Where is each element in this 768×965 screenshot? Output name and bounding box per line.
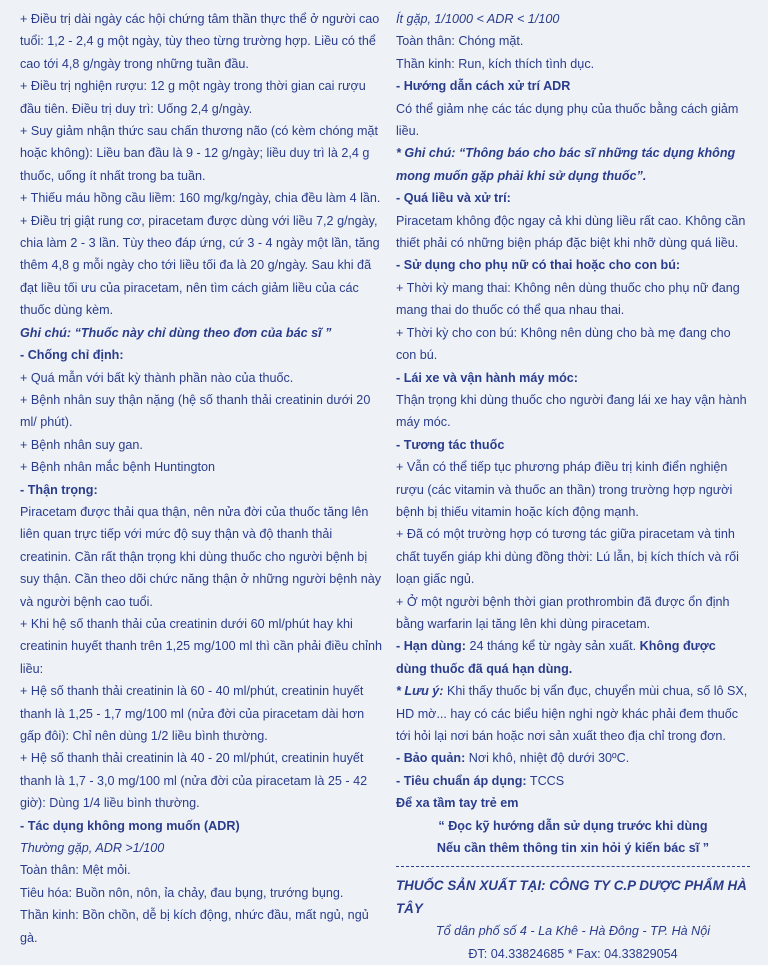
left_column-paragraph-5: Ghi chú: “Thuốc này chỉ dùng theo đơn của bác sĩ ”	[20, 325, 332, 340]
left_column-paragraph-1: + Điều trị nghiện rượu: 12 g một ngày trong thời gian cai rượu đầu tiên. Điều trị duy trì: Uống 2,4 g/ngày.	[20, 79, 366, 116]
left_column-paragraph-11: - Thận trọng:	[20, 482, 98, 497]
left_column-paragraph-0: + Điều trị dài ngày các hội chứng tâm thần thực thể ở người cao tuổi: 1,2 - 2,4 g một ngày, tùy theo từng trường hợp. Liều có thể cao tới 4,8 g/ngày trong những tuần đầu.	[20, 12, 380, 71]
right_column-paragraph-14: + Vẫn có thể tiếp tục phương pháp điều trị kinh điển nghiện rượu (các vitamin và thuốc an thần) trong trường hợp người bệnh bị thiếu vitamin hoặc kích động mạnh.	[396, 460, 733, 519]
right_column-paragraph-1: Toàn thân: Chóng mặt.	[396, 34, 524, 49]
storage-text: Nơi khô, nhiệt độ dưới 30ºC.	[465, 751, 630, 766]
expiry-text: 24 tháng kể từ ngày sản xuất.	[465, 639, 640, 654]
standard-paragraph	[396, 770, 750, 792]
note-label: * Lưu ý:	[396, 684, 444, 699]
left_column-paragraph-10: + Bệnh nhân mắc bệnh Huntington	[20, 460, 216, 475]
section-divider	[396, 866, 750, 867]
right_column-paragraph-15: + Đã có một trường hợp có tương tác giữa piracetam và tinh chất tuyến giáp khi dùng đồng thời: Lú lẫn, bị kích thích và rối loạn giấc ngủ.	[396, 527, 739, 587]
left_column-paragraph-9: + Bệnh nhân suy gan.	[20, 437, 143, 452]
left_column-paragraph-6: - Chống chỉ định:	[20, 348, 124, 363]
right_column-paragraph-2: Thần kinh: Run, kích thích tình dục.	[396, 56, 595, 71]
note-text: Khi thấy thuốc bị vẩn đục, chuyển mùi chua, số lô SX, HD mờ... hay có các biểu hiện nghi ngờ khác phải đem thuốc tới hỏi lại nơi bán hoặc nơi sản xuất theo địa chỉ trong đơn.	[396, 684, 748, 743]
left_column-paragraph-19: Tiêu hóa: Buồn nôn, nôn, ỉa chảy, đau bụng, trướng bụng.	[20, 885, 344, 900]
storage-label: - Bảo quản:	[396, 751, 466, 766]
manufacturer-phone: ĐT: 04.33824685 * Fax: 04.33829054	[468, 946, 678, 961]
right_column-paragraph-4: Có thể giảm nhẹ các tác dụng phụ của thuốc bằng cách giảm liều.	[396, 101, 739, 139]
right_column-paragraph-6: - Quá liều và xử trí:	[396, 191, 511, 206]
left_column-paragraph-18: Toàn thân: Mệt mỏi.	[20, 863, 131, 878]
right_column-paragraph-21: Để xa tầm tay trẻ em	[396, 796, 519, 811]
manufacturer-name: THUỐC SẢN XUẤT TẠI: CÔNG TY C.P DƯỢC PHẨM HÀ TÂY	[396, 878, 747, 916]
right_column-paragraph-22: “ Đọc kỹ hướng dẫn sử dụng trước khi dùng	[438, 818, 708, 833]
standard-text: TCCS	[526, 773, 565, 788]
left_column-paragraph-8: + Bệnh nhân suy thận nặng (hệ số thanh thải creatinin dưới 20 ml/ phút).	[20, 392, 371, 430]
right_column-paragraph-11: - Lái xe và vận hành máy móc:	[396, 370, 578, 385]
left_column-paragraph-17: Thường gặp, ADR >1/100	[20, 841, 165, 856]
right_column-paragraph-3: - Hướng dẫn cách xử trí ADR	[396, 79, 571, 94]
left_column-paragraph-16: - Tác dụng không mong muốn (ADR)	[20, 818, 240, 833]
right_column-paragraph-16: + Ở một người bệnh thời gian prothrombin đã được ổn định bằng warfarin lại tăng lên khi dùng piracetam.	[396, 594, 730, 631]
left-column	[20, 8, 384, 949]
left_column-paragraph-20: Thần kinh: Bồn chồn, dễ bị kích động, nhức đầu, mất ngủ, ngủ gà.	[20, 908, 369, 945]
manufacturer-address: Tổ dân phố số 4 - La Khê - Hà Đông - TP. Hà Nội	[435, 924, 711, 939]
left_column-paragraph-15: + Hệ số thanh thải creatinin là 40 - 20 ml/phút, creatinin huyết thanh là 1,7 - 3,0 mg/100 ml (nửa đời của piracetam là 25 - 42 giờ): Dùng 1/4 liều bình thường.	[20, 751, 368, 811]
right-column-body	[396, 8, 750, 859]
left_column-paragraph-14: + Hệ số thanh thải creatinin là 60 - 40 ml/phút, creatinin huyết thanh là 1,25 - 1,7 mg/100 ml (nửa đời của piracetam dài hơn gấp đôi): Chỉ nên dùng 1/2 liều bình thường.	[20, 684, 365, 743]
expiry-paragraph	[396, 635, 750, 680]
right_column-paragraph-7: Piracetam không độc ngay cả khi dùng liều rất cao. Không cần thiết phải có những biện pháp đặc biệt khi nhỡ dùng quá liều.	[396, 213, 746, 251]
expiry-warning: Không được dùng thuốc đã quá hạn dùng.	[396, 639, 716, 676]
left_column-paragraph-2: + Suy giảm nhận thức sau chấn thương não (có kèm chóng mặt hoặc không): Liều ban đầu là 9 - 12 g/ngày; liều duy trì là 2,4 g thuốc, uống ít nhất trong ba tuần.	[20, 124, 379, 183]
left_column-paragraph-4: + Điều trị giật rung cơ, piracetam được dùng với liều 7,2 g/ngày, chia làm 2 - 3 lần. Tùy theo đáp ứng, cứ 3 - 4 ngày một lần, tăng thêm 4,8 g mỗi ngày cho tới liều tối đa là 20 g/ngày. Sau khi đã đạt liều tối ưu của piracetam, nên tìm cách giảm liều của các thuốc dùng kèm.	[20, 213, 380, 318]
storage-paragraph	[396, 747, 750, 769]
expiry-label: - Hạn dùng:	[396, 639, 466, 654]
right-column	[396, 8, 750, 965]
right_column-paragraph-9: + Thời kỳ mang thai: Không nên dùng thuốc cho phụ nữ đang mang thai do thuốc có thể qua nhau thai.	[396, 280, 740, 318]
right_column-paragraph-0: Ít gặp, 1/1000 < ADR < 1/100	[396, 12, 560, 26]
right_column-paragraph-5: * Ghi chú: “Thông báo cho bác sĩ những tác dụng không mong muốn gặp phải khi sử dụng thuốc”.	[396, 146, 736, 183]
left_column-paragraph-7: + Quá mẫn với bất kỳ thành phần nào của thuốc.	[20, 370, 294, 385]
right_column-paragraph-8: - Sử dụng cho phụ nữ có thai hoặc cho con bú:	[396, 258, 681, 273]
right_column-paragraph-10: + Thời kỳ cho con bú: Không nên dùng cho bà mẹ đang cho con bú.	[396, 325, 731, 363]
right_column-paragraph-13: - Tương tác thuốc	[396, 437, 505, 452]
right_column-paragraph-23: Nếu cần thêm thông tin xin hỏi ý kiến bác sĩ ”	[436, 841, 710, 856]
left_column-paragraph-3: + Thiếu máu hồng cầu liềm: 160 mg/kg/ngày, chia đều làm 4 lần.	[20, 191, 381, 206]
standard-label: - Tiêu chuẩn áp dụng:	[396, 773, 527, 788]
left_column-paragraph-12: Piracetam được thải qua thận, nên nửa đời của thuốc tăng lên liên quan trực tiếp với mức độ suy thận và độ thanh thải creatinin. Cần rất thận trọng khi dùng thuốc cho người bệnh bị suy thận. Cần theo dõi chức năng thận ở những người bệnh này và người bệnh cao tuổi.	[20, 504, 382, 609]
right_column-paragraph-12: Thận trọng khi dùng thuốc cho người đang lái xe hay vận hành máy móc.	[396, 392, 747, 430]
left_column-paragraph-13: + Khi hệ số thanh thải của creatinin dưới 60 ml/phút hay khi creatinin huyết thanh trên 1,25 mg/100 ml thì cần phải điều chỉnh liều:	[20, 616, 382, 676]
note-paragraph	[396, 680, 750, 747]
